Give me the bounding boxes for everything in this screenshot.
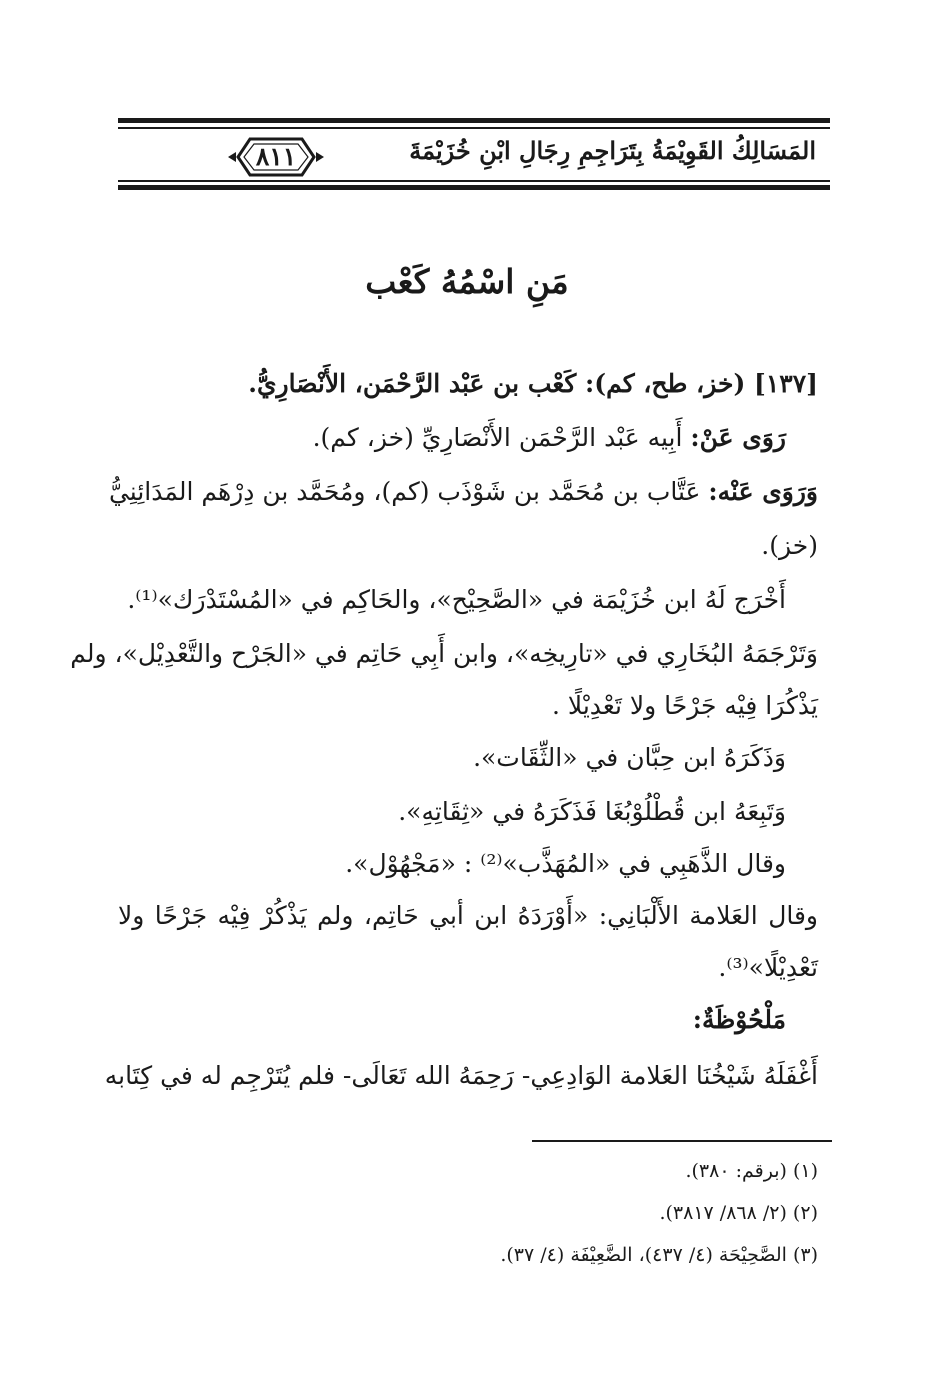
footnote-2: (٢) (٢/ ٨٦٨/ ٣٨١٧).	[659, 1202, 818, 1224]
note-label: مَلْحُوْظَةٌ:	[692, 1005, 786, 1034]
albani-line-1: وقال العَلامة الأَلْبَانِي: «أَوْرَدَهُ ابن أبي حَاتِم، ولم يَذْكُرْ فِيْه جَرْحًا ولا	[118, 901, 818, 930]
qutlubugha-line: وَتَبِعَهُ ابن قُطْلُوْبُغَا فَذَكَرَهُ في «ثِقَاتِهِ».	[398, 797, 786, 826]
riwaya-label: وَرَوَى عَنْه:	[708, 477, 818, 506]
riwaya-text: عَتَّاب بن مُحَمَّد بن شَوْذَب (كم)، ومُحَمَّد بن دِرْهَم المَدَائِنِيُّ	[108, 477, 701, 506]
riwaya-cont: (خز).	[761, 531, 818, 560]
rawa-text: أَبِيه عَبْد الرَّحْمَن الأَنْصَارِيِّ (خز، كم).	[312, 423, 683, 452]
header-rule-bottom-thick	[118, 185, 830, 190]
rawa-line	[313, 420, 786, 455]
page-number-badge	[226, 124, 326, 190]
header-rule-top-thick	[118, 118, 830, 123]
note-text: أَغْفَلَهُ شَيْخُنَا العَلامة الوَادِعِي- رَحِمَهُ الله تَعَالَى- فلم يُتَرْجِم له في كِتَابه	[104, 1061, 818, 1090]
entry-number: [١٣٧]	[754, 369, 818, 398]
running-title: المَسَالِكُ القَوِيْمَةُ بِتَرَاجِمِ رِجَالِ ابْنِ خُزَيْمَةَ	[409, 136, 816, 165]
footnote-separator	[532, 1140, 832, 1142]
ibn-hibban-line: وَذَكَرَهُ ابن حِبَّان في «الثِّقَات».	[473, 743, 786, 772]
footnote-3: (٣) الصَّحِيْحَة (٤/ ٤٣٧)، الضَّعِيْفَة (٤/ ٣٧).	[500, 1244, 818, 1266]
albani-line-2: تَعْدِيْلًا»⁽³⁾.	[718, 953, 818, 982]
riwaya-line	[108, 474, 818, 509]
tarjama-line-1: وَتَرْجَمَهُ البُخَارِي في «تارِيخِه»، وابن أَبِي حَاتِم في «الجَرْح والتَّعْدِيْل»، ولم	[70, 639, 818, 668]
dhahabi-line: وقال الذَّهَبِي في «المُهَذَّب»⁽²⁾ : «مَجْهُوْل».	[345, 849, 786, 878]
header-rule-bottom-thin	[118, 180, 830, 182]
footnote-1: (١) (برقم: ٣٨٠).	[685, 1160, 818, 1182]
section-heading: مَنِ اسْمُهُ كَعْب	[365, 262, 569, 301]
page-number: ٨١١	[255, 142, 297, 171]
entry-title: (خز، طح، كم): كَعْب بن عَبْد الرَّحْمَن، الأَنْصَارِيُّ.	[248, 369, 746, 398]
entry-title-line	[248, 366, 818, 401]
header-rule-top-thin	[118, 127, 830, 129]
rawa-label: رَوَى عَنْ:	[690, 423, 786, 452]
akhraja-line: أَخْرَج لَهُ ابن خُزَيْمَة في «الصَّحِيْح»، والحَاكِم في «المُسْتَدْرَك»⁽¹⁾.	[127, 585, 786, 614]
tarjama-line-2: يَذْكُرَا فِيْه جَرْحًا ولا تَعْدِيْلًا .	[552, 691, 818, 720]
